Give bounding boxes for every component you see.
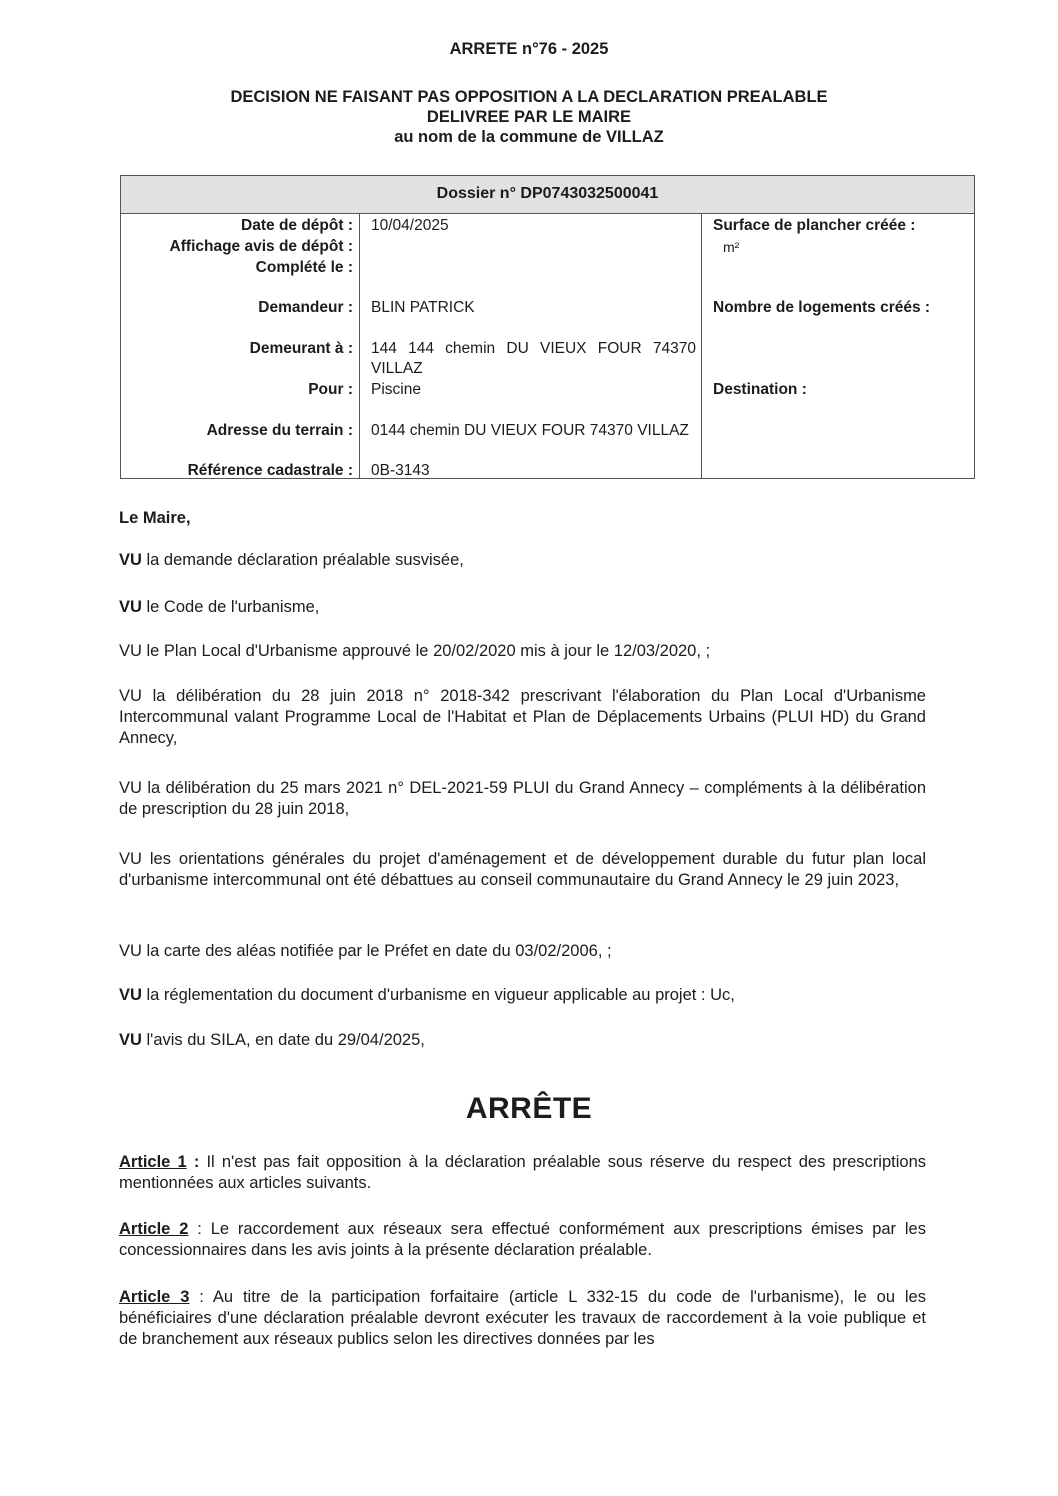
vu-reglementation xyxy=(119,985,926,1006)
label-surface-plancher: Surface de plancher créée : xyxy=(713,217,916,234)
label-demeurant: Demeurant à : xyxy=(249,340,353,357)
le-maire: Le Maire, xyxy=(119,509,191,527)
table-divider xyxy=(701,213,702,478)
label-destination: Destination : xyxy=(713,381,807,398)
vu-carte-aleas: VU la carte des aléas notifiée par le Préfet en date du 03/02/2006, ; xyxy=(119,942,612,960)
article-separator: : xyxy=(186,1153,207,1171)
vu-text: le Code de l'urbanisme, xyxy=(141,598,320,616)
decision-heading-line-3: au nom de la commune de VILLAZ xyxy=(394,128,664,146)
dossier-table xyxy=(120,175,975,479)
article-1 xyxy=(119,1152,926,1194)
label-adresse-terrain: Adresse du terrain : xyxy=(206,422,353,439)
vu-lead: VU xyxy=(119,1031,142,1049)
vu-lead: VU xyxy=(119,598,142,616)
label-affichage: Affichage avis de dépôt : xyxy=(169,238,353,255)
article-3 xyxy=(119,1287,926,1350)
article-label: Article 3 xyxy=(119,1288,190,1306)
label-pour: Pour : xyxy=(308,381,353,398)
vu-text: l'avis du SILA, en date du 29/04/2025, xyxy=(141,1031,425,1049)
vu-code-urbanisme xyxy=(119,597,926,618)
vu-demande xyxy=(119,550,926,571)
label-nombre-logements: Nombre de logements créés : xyxy=(713,299,931,316)
article-label: Article 1 xyxy=(119,1153,187,1171)
vu-text: la demande déclaration préalable susvisée, xyxy=(141,551,464,569)
vu-text: la réglementation du document d'urbanisme en vigueur applicable au projet : Uc, xyxy=(141,986,735,1004)
vu-deliberation-2021: VU la délibération du 25 mars 2021 n° DEL-2021-59 PLUI du Grand Annecy – compléments à la délibération de prescription du 28 juin 2018, xyxy=(119,779,926,818)
table-divider xyxy=(359,213,360,478)
decision-heading-line-1: DECISION NE FAISANT PAS OPPOSITION A LA DECLARATION PREALABLE xyxy=(230,88,828,106)
decision-heading-line-2: DELIVREE PAR LE MAIRE xyxy=(426,108,632,126)
value-ref-cadastrale: 0B-3143 xyxy=(371,462,430,479)
vu-lead: VU xyxy=(119,551,142,569)
article-text: Le raccordement aux réseaux sera effectué conformément aux prescriptions émises par les concessionnaires dans les avis joints à la présente déclaration préalable. xyxy=(119,1220,926,1259)
arrete-number-title: ARRETE n°76 - 2025 xyxy=(449,40,609,58)
dossier-number: Dossier n° DP0743032500041 xyxy=(121,176,974,214)
value-demeurant: 144 144 chemin DU VIEUX FOUR 74370 VILLAZ xyxy=(371,340,696,377)
value-demandeur: BLIN PATRICK xyxy=(371,299,475,316)
arrete-title: ARRÊTE xyxy=(465,1092,593,1125)
value-adresse-terrain: 0144 chemin DU VIEUX FOUR 74370 VILLAZ xyxy=(371,422,689,439)
value-pour: Piscine xyxy=(371,381,421,398)
vu-deliberation-2018: VU la délibération du 28 juin 2018 n° 2018-342 prescrivant l'élaboration du Plan Local d'Urbanisme Intercommunal valant Programme Local de l'Habitat et Plan de Déplacements Urbains (PLUI HD) du Grand Annecy, xyxy=(119,687,926,747)
article-label: Article 2 xyxy=(119,1220,189,1238)
value-date-depot: 10/04/2025 xyxy=(371,217,449,234)
article-2 xyxy=(119,1219,926,1261)
vu-plu: VU le Plan Local d'Urbanisme approuvé le 20/02/2020 mis à jour le 12/03/2020, ; xyxy=(119,642,711,660)
label-date-depot: Date de dépôt : xyxy=(241,217,353,234)
article-separator: : xyxy=(188,1220,211,1238)
vu-orientations-padd: VU les orientations générales du projet d'aménagement et de développement durable du futur plan local d'urbanisme intercommunal ont été débattues au conseil communautaire du Grand Annecy le 29 juin 2023, xyxy=(119,850,926,889)
article-text: Il n'est pas fait opposition à la déclaration préalable sous réserve du respect des prescriptions mentionnées aux articles suivants. xyxy=(119,1153,926,1192)
article-separator: : xyxy=(189,1288,213,1306)
decision-heading xyxy=(0,87,1058,147)
label-ref-cadastrale: Référence cadastrale : xyxy=(187,462,353,479)
vu-lead: VU xyxy=(119,986,142,1004)
label-complete: Complété le : xyxy=(255,259,353,276)
surface-unit: m² xyxy=(723,239,740,255)
label-demandeur: Demandeur : xyxy=(258,299,353,316)
vu-avis-sila xyxy=(119,1030,926,1051)
article-text: Au titre de la participation forfaitaire (article L 332-15 du code de l'urbanisme), le ou les bénéficiaires d'une déclaration préalable devront exécuter les travaux de raccordement à la voie publique et de branchement aux réseaux publics selon les directives données par les xyxy=(119,1288,926,1348)
